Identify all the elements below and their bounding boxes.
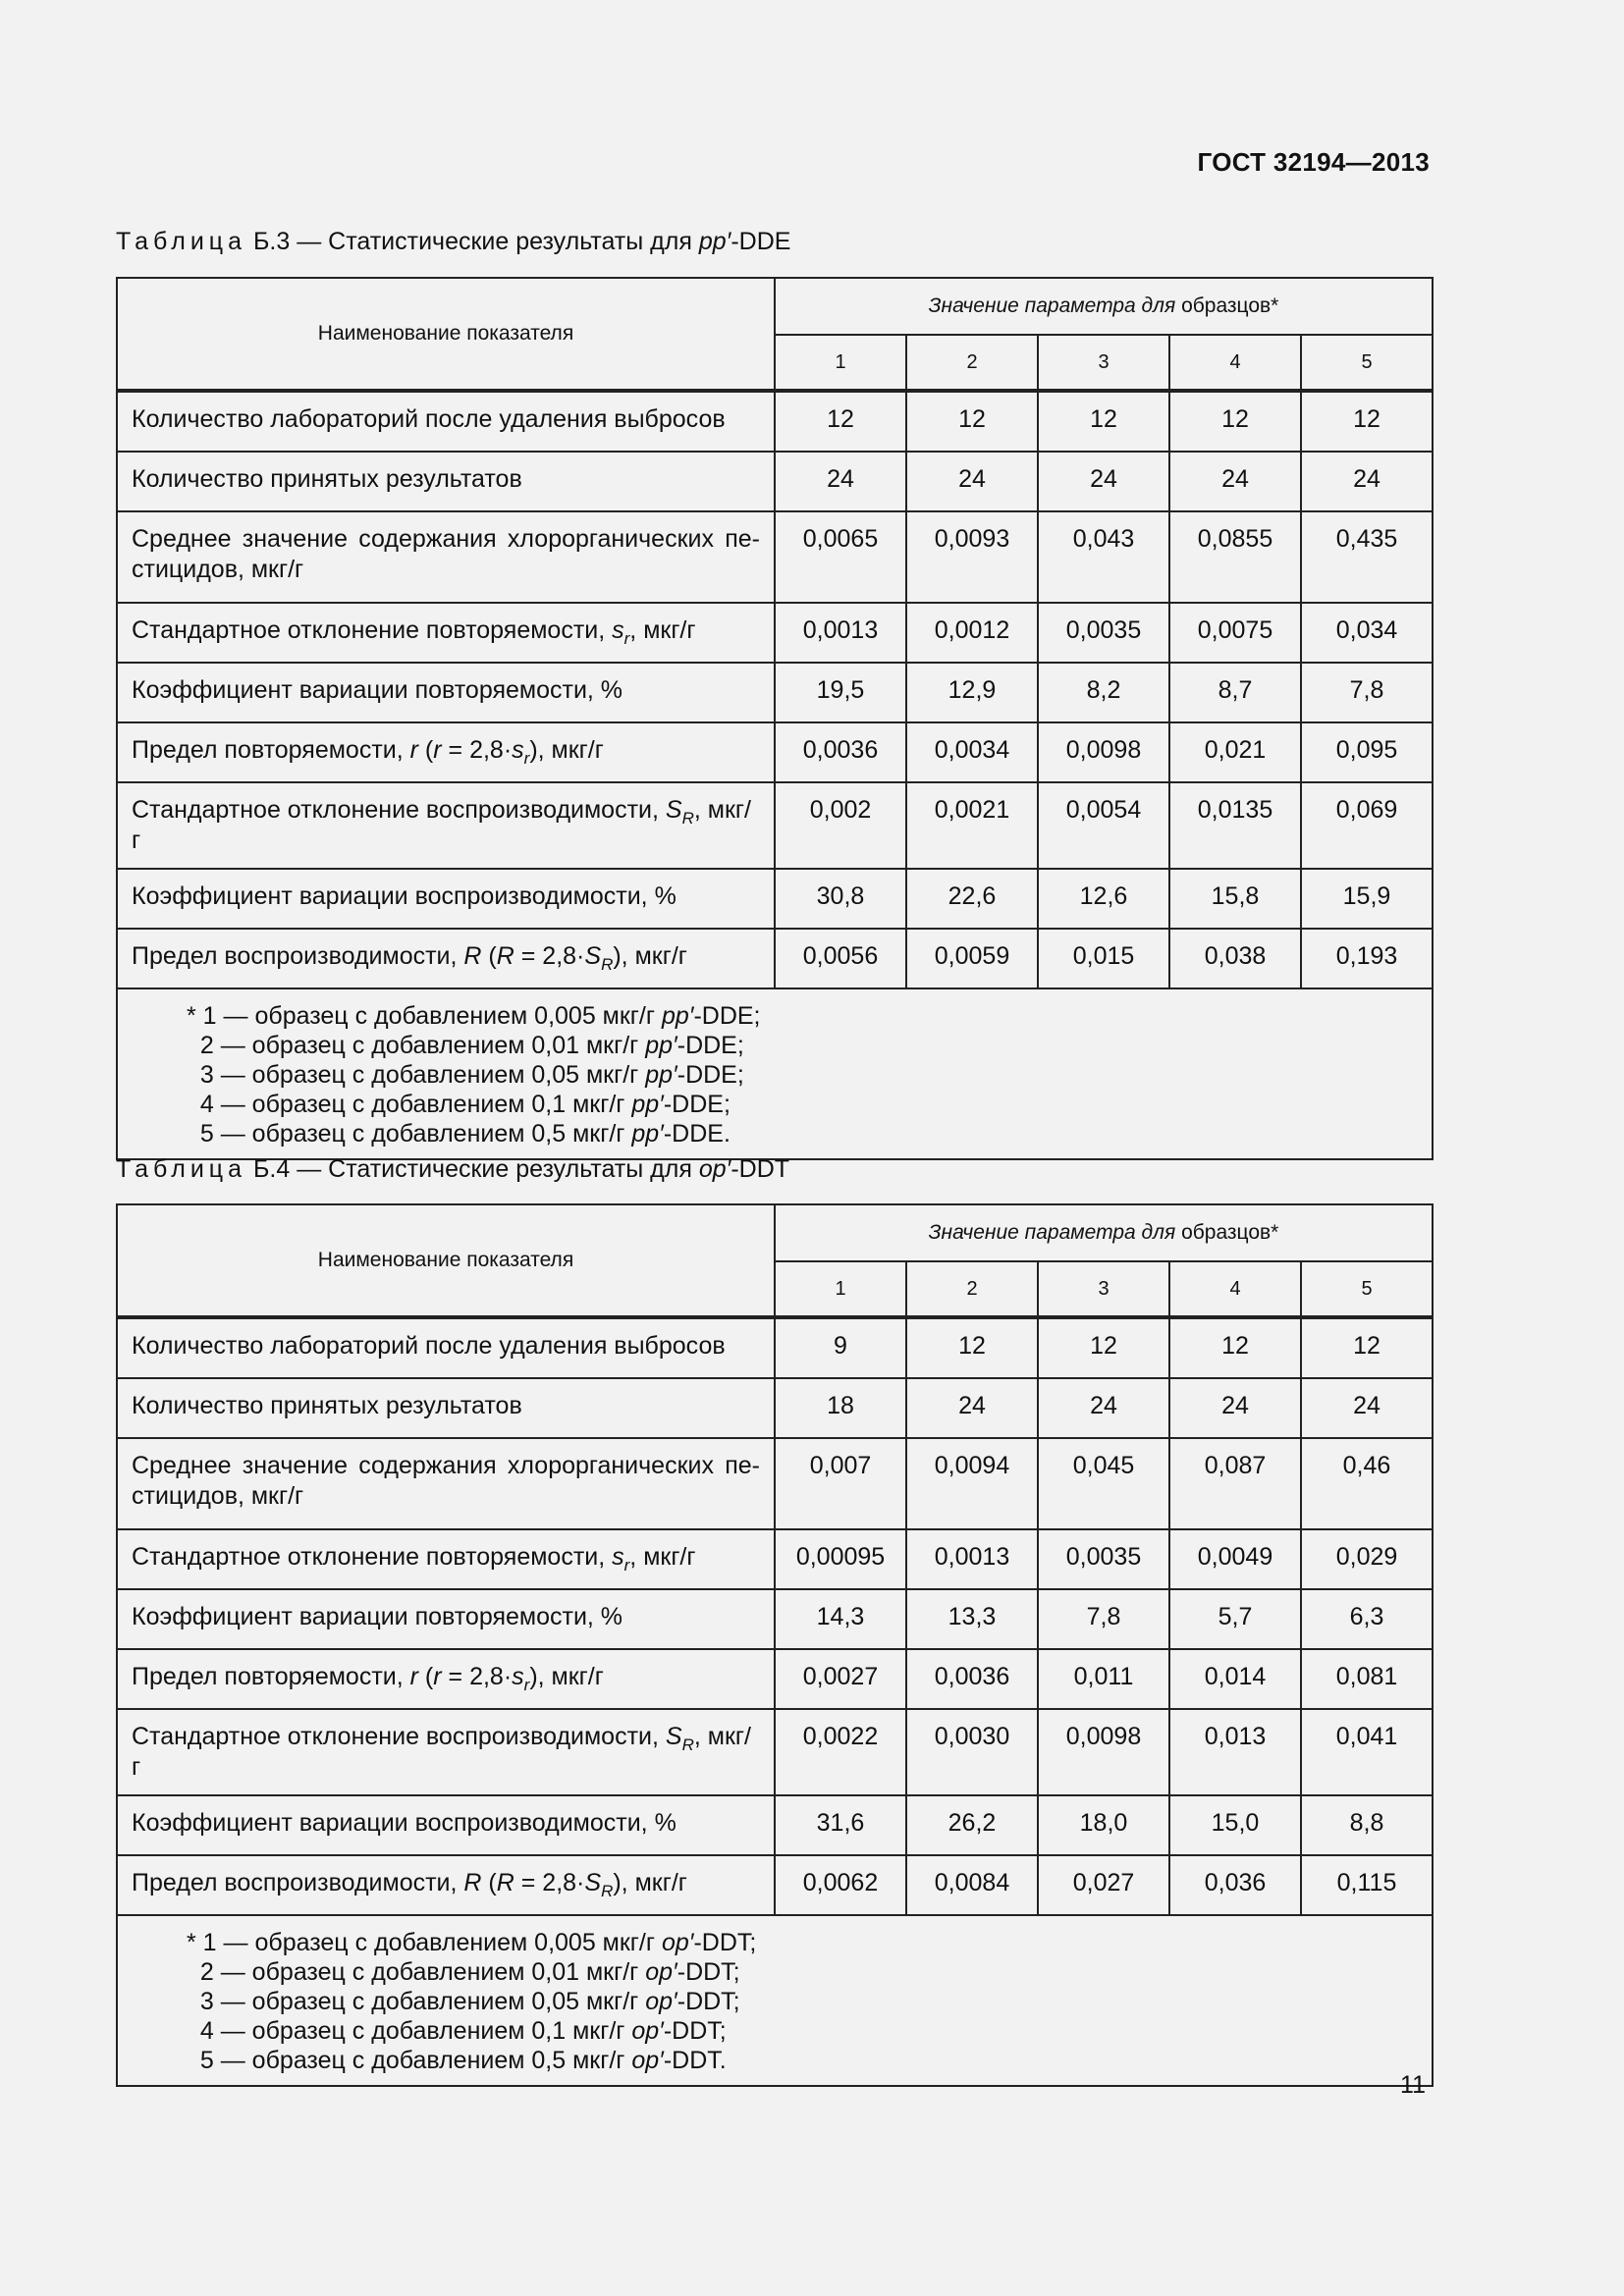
row-label: Количество принятых результатов [117,1378,775,1438]
row-label: Коэффициент вариации воспроизводимости, % [117,1795,775,1855]
cell-value: 18 [775,1378,906,1438]
table-b4 [116,1203,1434,2087]
cell-value: 0,036 [1169,1855,1301,1915]
row-label: Стандартное отклонение повторяемости, $s_r$, мкг/г [117,603,775,663]
cell-value: 26,2 [906,1795,1038,1855]
cell-value: 12 [906,391,1038,452]
cell-value: 0,045 [1038,1438,1169,1529]
table-row [117,1438,1433,1529]
cell-value: 24 [1169,452,1301,511]
cell-value: 0,069 [1301,782,1433,869]
cell-value: 0,0034 [906,722,1038,782]
cell-value: 0,0098 [1038,722,1169,782]
cell-value: 0,015 [1038,929,1169,988]
cell-value: 0,0062 [775,1855,906,1915]
cell-value: 19,5 [775,663,906,722]
cell-value: 0,095 [1301,722,1433,782]
header-indicator-name: Наименование показателя [117,1204,775,1317]
table-row [117,663,1433,722]
cell-value: 13,3 [906,1589,1038,1649]
table-footnote [117,1915,1433,2086]
header-sample-3: 3 [1038,335,1169,391]
cell-value: 8,8 [1301,1795,1433,1855]
cell-value: 15,8 [1169,869,1301,929]
header-sample-1: 1 [775,335,906,391]
cell-value: 0,0027 [775,1649,906,1709]
cell-value: 0,0093 [906,511,1038,603]
table-row [117,511,1433,603]
footnote-line: 2 — образец с добавлением 0,01 мкг/г op′-DDT; [187,1958,740,1986]
cell-value: 0,46 [1301,1438,1433,1529]
row-label: Среднее значение содержания хлорорганических пе-стицидов, мкг/г [117,1438,775,1529]
cell-value: 0,0013 [775,603,906,663]
cell-value: 0,0030 [906,1709,1038,1795]
table-footnote [117,988,1433,1159]
footnote-line: 5 — образец с добавлением 0,5 мкг/г op′-DDT. [187,2047,727,2074]
header-sample-2: 2 [906,1261,1038,1317]
header-sample-3: 3 [1038,1261,1169,1317]
cell-value: 12 [1038,391,1169,452]
table-row [117,452,1433,511]
footnote-line: 4 — образец с добавлением 0,1 мкг/г pp′-DDE; [187,1091,731,1118]
cell-value: 0,0098 [1038,1709,1169,1795]
table-caption-b4: Таблица Б.4 — Статистические результаты для op′-DDT [116,1155,790,1183]
table-row [117,1317,1433,1378]
cell-value: 0,193 [1301,929,1433,988]
cell-value: 12 [906,1317,1038,1378]
cell-value: 12,9 [906,663,1038,722]
row-label: Количество лабораторий после удаления выбросов [117,1317,775,1378]
cell-value: 7,8 [1301,663,1433,722]
cell-value: 12 [1169,391,1301,452]
cell-value: 0,0084 [906,1855,1038,1915]
cell-value: 0,0094 [906,1438,1038,1529]
row-label: Коэффициент вариации повторяемости, % [117,1589,775,1649]
cell-value: 0,027 [1038,1855,1169,1915]
table-row [117,1795,1433,1855]
cell-value: 0,115 [1301,1855,1433,1915]
cell-value: 0,013 [1169,1709,1301,1795]
standard-designation: ГОСТ 32194—2013 [1197,147,1430,177]
row-label: Предел воспроизводимости, R $(R = 2,8\cdot S_R)$, мкг/г [117,1855,775,1915]
header-sample-4: 4 [1169,1261,1301,1317]
header-sample-4: 4 [1169,335,1301,391]
cell-value: 8,2 [1038,663,1169,722]
table-b3 [116,277,1434,1160]
row-label: Стандартное отклонение воспроизводимости, $S_R$, мкг/г [117,1709,775,1795]
table-row [117,1649,1433,1709]
cell-value: 0,011 [1038,1649,1169,1709]
cell-value: 0,014 [1169,1649,1301,1709]
cell-value: 12 [775,391,906,452]
cell-value: 24 [906,452,1038,511]
cell-value: 24 [1301,1378,1433,1438]
row-label: Коэффициент вариации повторяемости, % [117,663,775,722]
row-label: Коэффициент вариации воспроизводимости, % [117,869,775,929]
footnote-line: 3 — образец с добавлением 0,05 мкг/г pp′-DDE; [187,1061,744,1089]
cell-value: 0,0036 [775,722,906,782]
cell-value: 0,029 [1301,1529,1433,1589]
cell-value: 0,081 [1301,1649,1433,1709]
table-row [117,869,1433,929]
table-row [117,1378,1433,1438]
header-sample-group: Значение параметра для образцов* [775,278,1433,335]
table-row [117,722,1433,782]
header-sample-2: 2 [906,335,1038,391]
row-label: Количество лабораторий после удаления выбросов [117,391,775,452]
cell-value: 24 [1038,1378,1169,1438]
table-row [117,929,1433,988]
cell-value: 0,0022 [775,1709,906,1795]
cell-value: 12 [1301,1317,1433,1378]
cell-value: 0,0049 [1169,1529,1301,1589]
table-row [117,1709,1433,1795]
cell-value: 14,3 [775,1589,906,1649]
cell-value: 0,087 [1169,1438,1301,1529]
cell-value: 0,041 [1301,1709,1433,1795]
cell-value: 15,0 [1169,1795,1301,1855]
row-label: Стандартное отклонение повторяемости, $s_r$, мкг/г [117,1529,775,1589]
cell-value: 0,0021 [906,782,1038,869]
cell-value: 0,0065 [775,511,906,603]
cell-value: 8,7 [1169,663,1301,722]
cell-value: 12 [1301,391,1433,452]
cell-value: 6,3 [1301,1589,1433,1649]
header-sample-group: Значение параметра для образцов* [775,1204,1433,1261]
cell-value: 0,0036 [906,1649,1038,1709]
row-label: Среднее значение содержания хлорорганических пе-стицидов, мкг/г [117,511,775,603]
cell-value: 0,002 [775,782,906,869]
footnote-line: 2 — образец с добавлением 0,01 мкг/г pp′-DDE; [187,1032,744,1059]
cell-value: 0,007 [775,1438,906,1529]
footnote-line: * 1 — образец с добавлением 0,005 мкг/г pp′-DDE; [187,1002,761,1030]
cell-value: 24 [1301,452,1433,511]
footnote-line: 5 — образец с добавлением 0,5 мкг/г pp′-DDE. [187,1120,731,1148]
cell-value: 0,435 [1301,511,1433,603]
cell-value: 12 [1169,1317,1301,1378]
cell-value: 0,043 [1038,511,1169,603]
cell-value: 24 [1038,452,1169,511]
cell-value: 0,0035 [1038,1529,1169,1589]
cell-value: 24 [906,1378,1038,1438]
cell-value: 0,0075 [1169,603,1301,663]
table-row [117,1529,1433,1589]
footnote-line: 4 — образец с добавлением 0,1 мкг/г op′-DDT; [187,2017,727,2045]
header-indicator-name: Наименование показателя [117,278,775,391]
table-row [117,603,1433,663]
cell-value: 0,0059 [906,929,1038,988]
cell-value: 24 [1169,1378,1301,1438]
footnote-line: * 1 — образец с добавлением 0,005 мкг/г op′-DDT; [187,1929,757,1956]
cell-value: 18,0 [1038,1795,1169,1855]
header-sample-5: 5 [1301,335,1433,391]
cell-value: 5,7 [1169,1589,1301,1649]
row-label: Предел воспроизводимости, R $(R = 2,8\cdot S_R)$, мкг/г [117,929,775,988]
cell-value: 12 [1038,1317,1169,1378]
table-row [117,1855,1433,1915]
cell-value: 9 [775,1317,906,1378]
cell-value: 0,021 [1169,722,1301,782]
row-label: Предел повторяемости, r $(r = 2,8\cdot s_r)$, мкг/г [117,722,775,782]
row-label: Количество принятых результатов [117,452,775,511]
table-caption-b3: Таблица Б.3 — Статистические результаты для pp′-DDE [116,228,791,255]
cell-value: 15,9 [1301,869,1433,929]
footnote-line: 3 — образец с добавлением 0,05 мкг/г op′-DDT; [187,1988,740,2015]
cell-value: 30,8 [775,869,906,929]
row-label: Предел повторяемости, r $(r = 2,8\cdot s_r)$, мкг/г [117,1649,775,1709]
cell-value: 0,0013 [906,1529,1038,1589]
table-row [117,1589,1433,1649]
page-number: 11 [1400,2071,1426,2099]
cell-value: 12,6 [1038,869,1169,929]
cell-value: 31,6 [775,1795,906,1855]
cell-value: 7,8 [1038,1589,1169,1649]
cell-value: 0,0855 [1169,511,1301,603]
table-row [117,782,1433,869]
cell-value: 0,038 [1169,929,1301,988]
row-label: Стандартное отклонение воспроизводимости, $S_R$, мкг/г [117,782,775,869]
table-row [117,391,1433,452]
cell-value: 0,0012 [906,603,1038,663]
cell-value: 0,034 [1301,603,1433,663]
header-sample-1: 1 [775,1261,906,1317]
cell-value: 0,00095 [775,1529,906,1589]
cell-value: 0,0135 [1169,782,1301,869]
cell-value: 0,0056 [775,929,906,988]
cell-value: 22,6 [906,869,1038,929]
cell-value: 24 [775,452,906,511]
header-sample-5: 5 [1301,1261,1433,1317]
cell-value: 0,0035 [1038,603,1169,663]
cell-value: 0,0054 [1038,782,1169,869]
